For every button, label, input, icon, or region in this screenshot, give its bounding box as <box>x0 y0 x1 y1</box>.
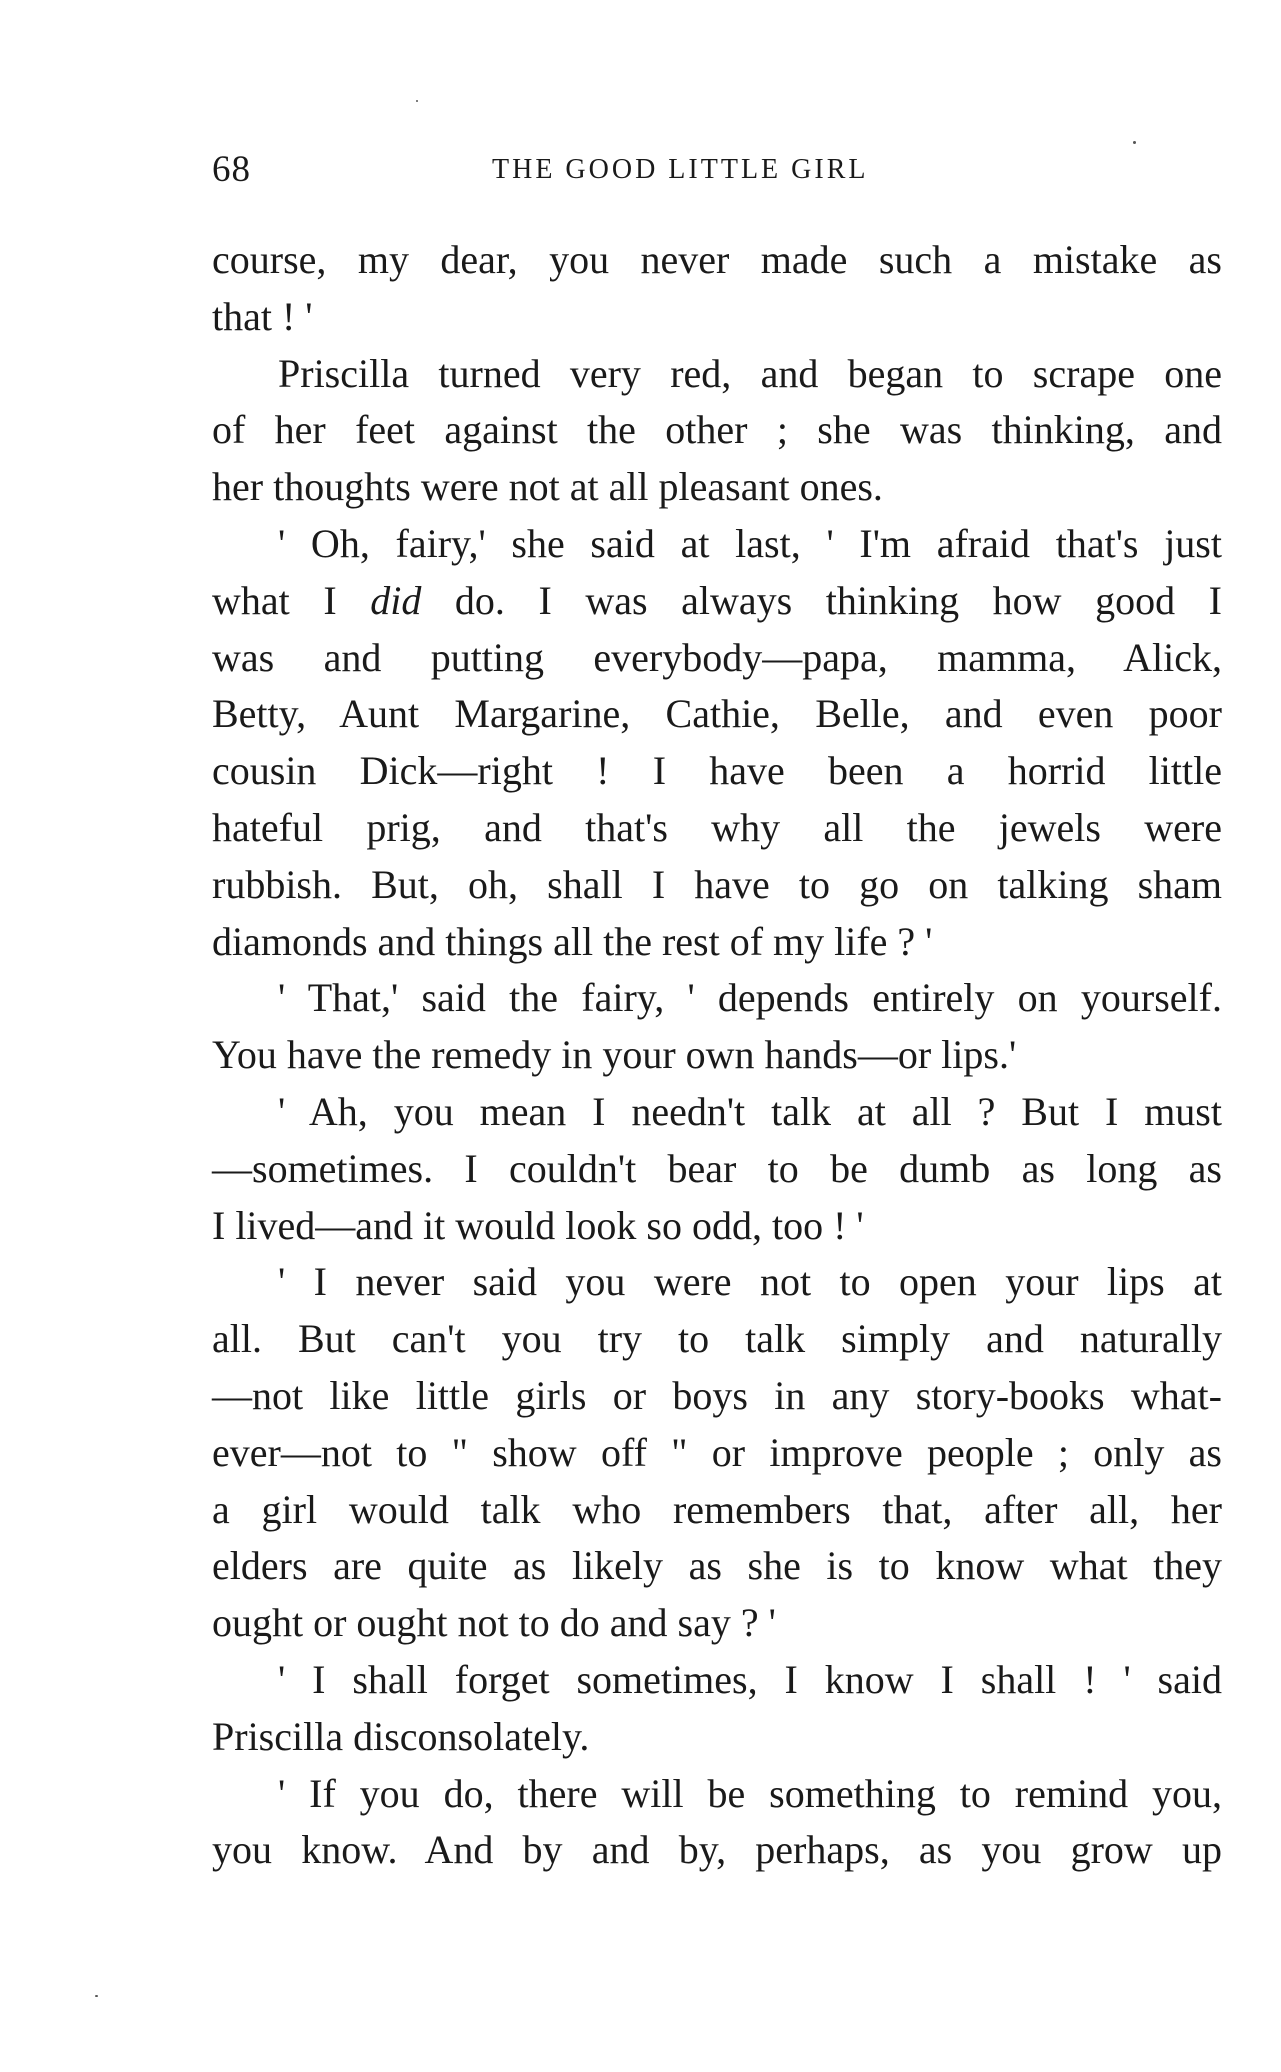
text-line: her thoughts were not at all pleasant ones. <box>212 464 883 510</box>
text-line: elders are quite as likely as she is to know what they <box>212 1543 1222 1589</box>
running-head: THE GOOD LITTLE GIRL <box>492 154 869 185</box>
body-text <box>212 232 1222 1879</box>
text-line: course, my dear, you never made such a mistake as <box>212 237 1222 282</box>
text-line: was and putting everybody—papa, mamma, Alick, <box>212 634 1222 680</box>
text-line: ' If you do, there will be something to remind you, <box>278 1770 1222 1816</box>
text-line: ' Oh, fairy,' she said at last, ' I'm afraid that's just <box>278 520 1222 566</box>
text-line: of her feet against the other ; she was thinking, and <box>212 407 1222 453</box>
page-header <box>212 148 1222 198</box>
text-line: —not like little girls or boys in any story-books what- <box>212 1372 1222 1418</box>
text-line: I lived—and it would look so odd, too ! ' <box>212 1202 864 1248</box>
text-line: ' I never said you were not to open your lips at <box>278 1259 1222 1305</box>
page-number: 68 <box>212 149 251 190</box>
text-line: all. But can't you try to talk simply and naturally <box>212 1316 1222 1362</box>
text-line: cousin Dick—right ! I have been a horrid little <box>212 748 1222 794</box>
text-line: that ! ' <box>212 293 313 339</box>
text-line: Priscilla turned very red, and began to scrape one <box>278 350 1222 396</box>
text-line: —sometimes. I couldn't bear to be dumb as long as <box>212 1145 1222 1191</box>
text-line: rubbish. But, oh, shall I have to go on talking sham <box>212 861 1222 907</box>
text-line: diamonds and things all the rest of my life ? ' <box>212 918 933 964</box>
text-line: ever—not to " show off " or improve people ; only as <box>212 1429 1222 1475</box>
paper-speck <box>1133 141 1136 144</box>
text-line: hateful prig, and that's why all the jewels were <box>212 804 1222 850</box>
text-line: ought or ought not to do and say ? ' <box>212 1600 776 1646</box>
emphasis: did <box>370 577 422 623</box>
paper-speck <box>95 1995 98 1997</box>
text-line: what I did do. I was always thinking how good I <box>212 577 1222 623</box>
text-line: Priscilla disconsolately. <box>212 1713 590 1759</box>
text-line: ' Ah, you mean I needn't talk at all ? But I must <box>278 1088 1222 1134</box>
text-line: you know. And by and by, perhaps, as you grow up <box>212 1827 1222 1873</box>
paper-speck <box>416 100 418 102</box>
text-line: ' I shall forget sometimes, I know I shall ! ' said <box>278 1656 1222 1702</box>
text-line: ' That,' said the fairy, ' depends entirely on yourself. <box>278 975 1222 1021</box>
text-line: You have the remedy in your own hands—or lips.' <box>212 1032 1017 1078</box>
text-line: Betty, Aunt Margarine, Cathie, Belle, and even poor <box>212 691 1222 737</box>
text-line: a girl would talk who remembers that, after all, her <box>212 1486 1222 1532</box>
